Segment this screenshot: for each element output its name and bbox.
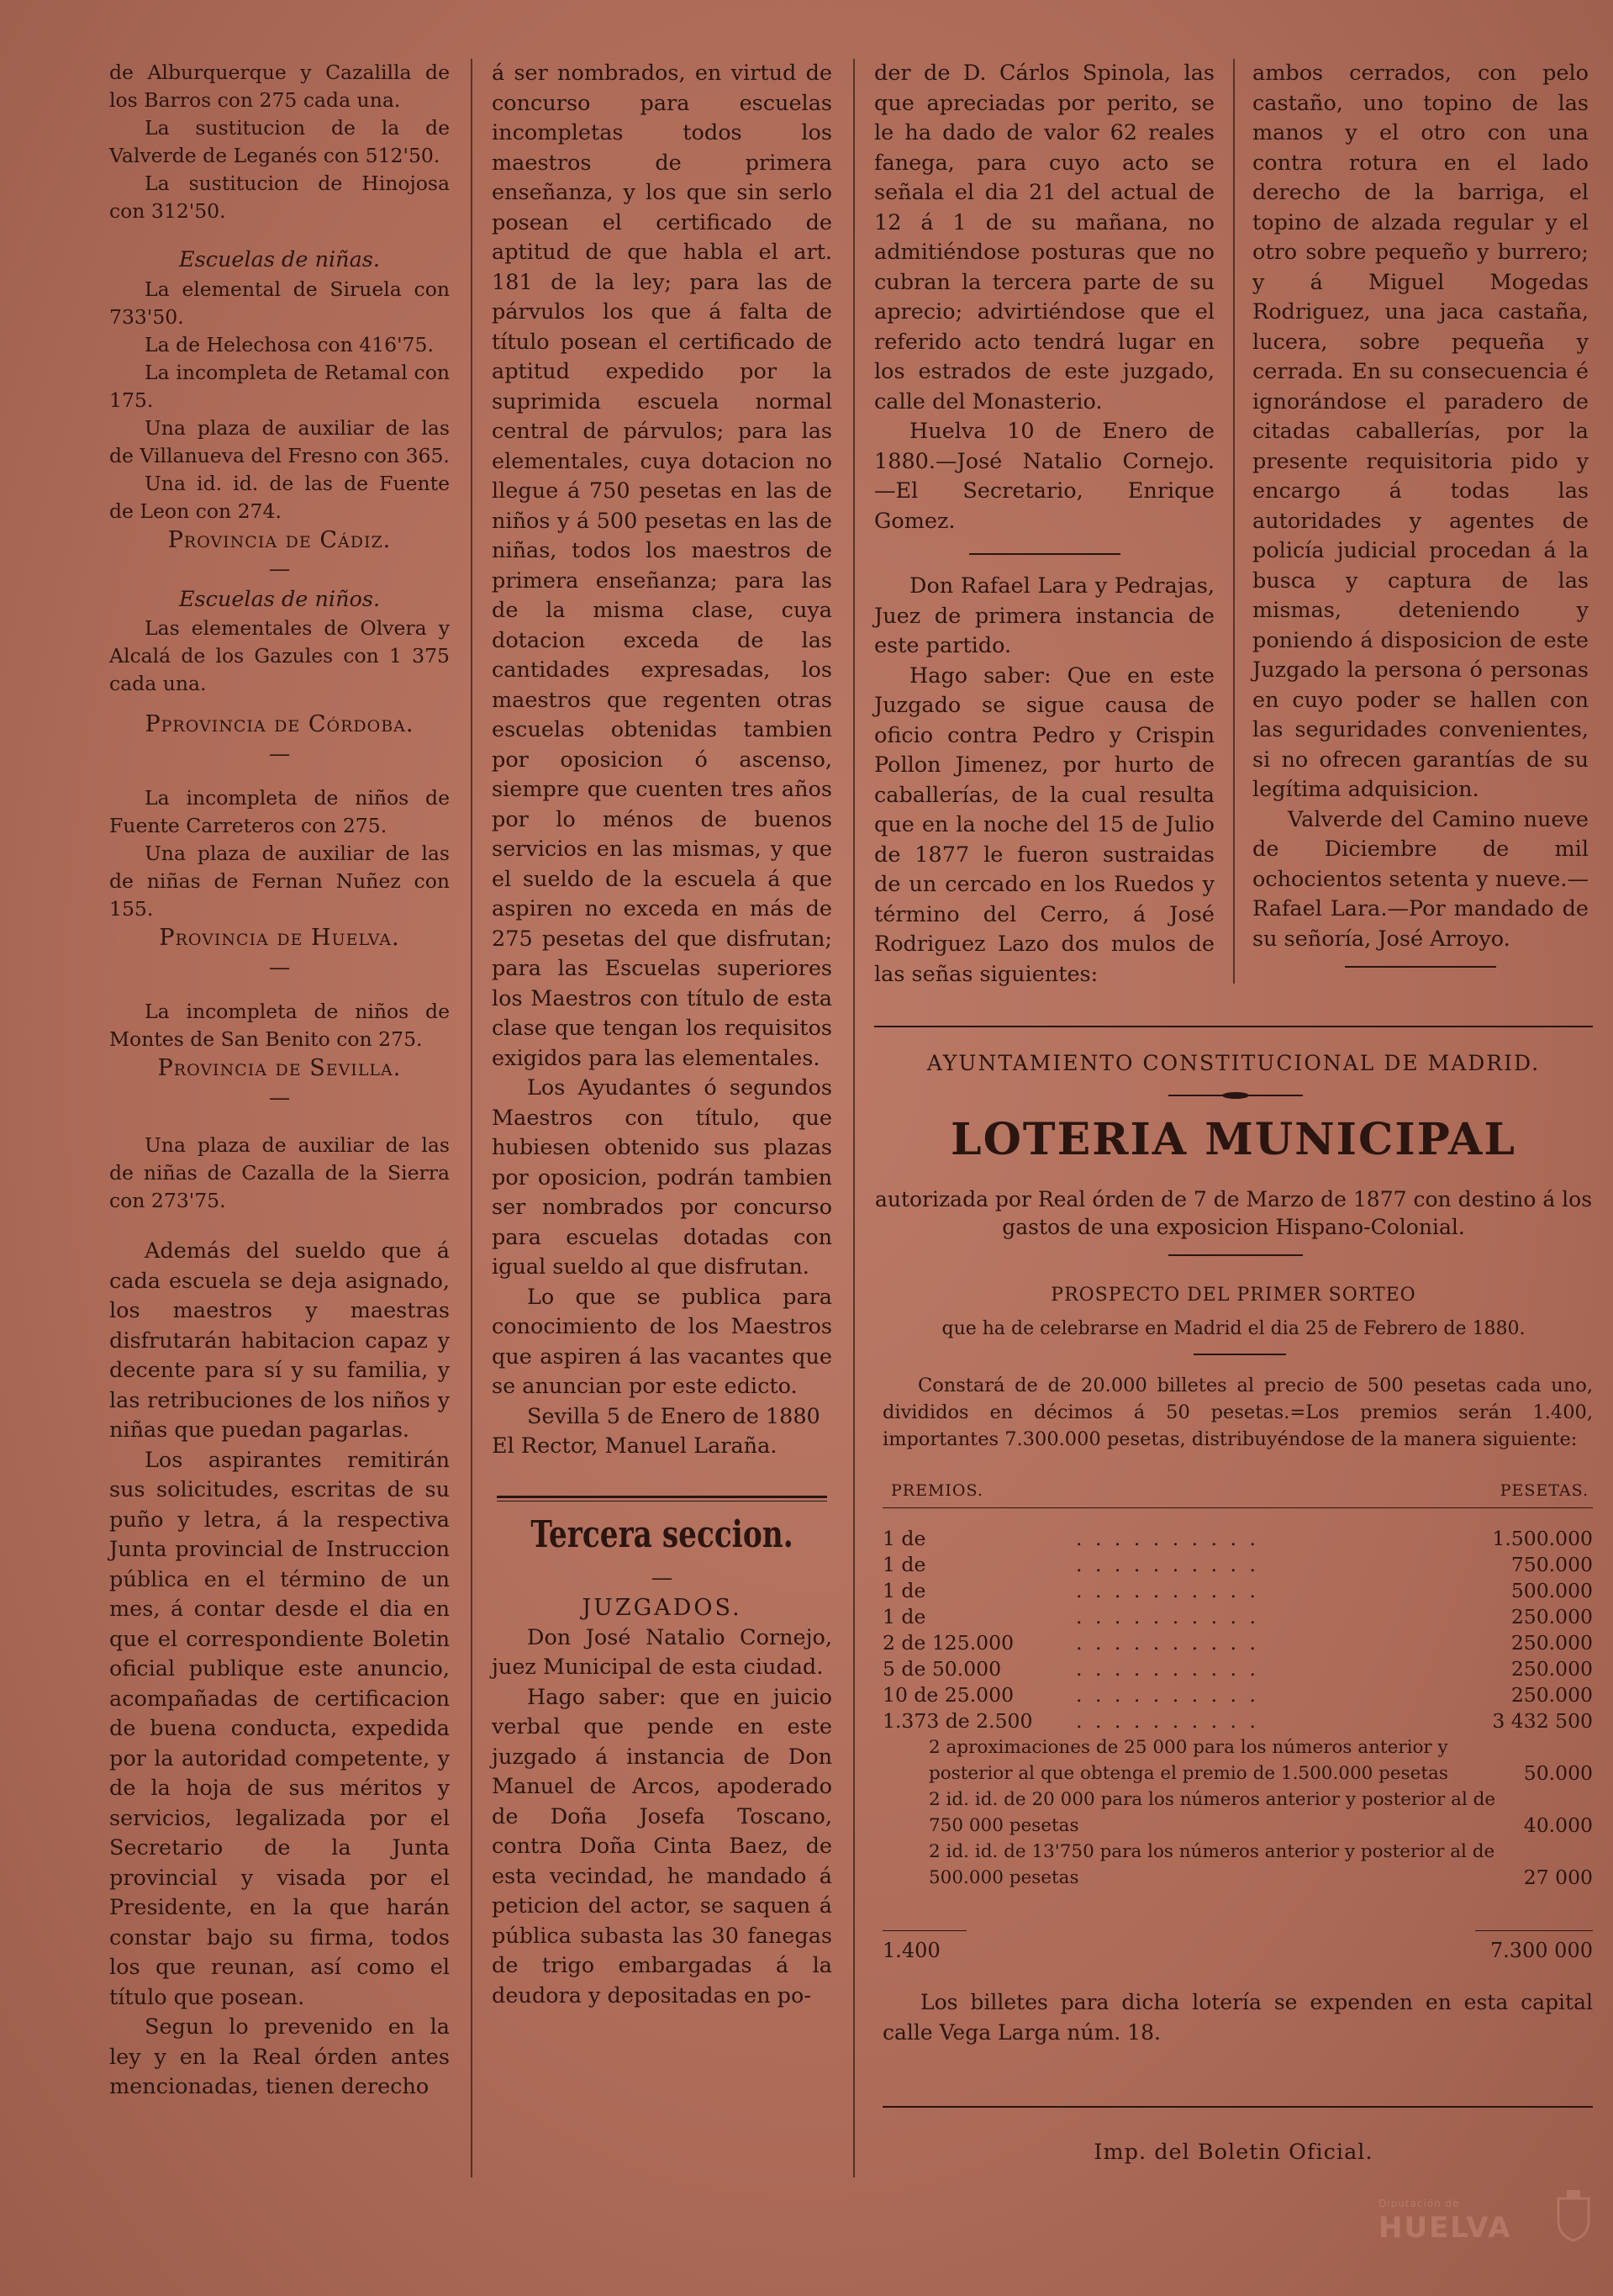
paragraph: Sevilla 5 de Enero de 1880 bbox=[527, 1403, 820, 1429]
prize-label: 1 de bbox=[883, 1553, 926, 1576]
horizontal-rule bbox=[883, 1507, 1593, 1508]
approximation-amount: 40.000 bbox=[1523, 1813, 1593, 1837]
paragraph: á ser nombrados, en virtud de concurso para escuelas incompletas todos los maestros de primera enseñanza, y los que sin serlo posean el certificado de aptitud de que habla el art. 181 de la ley; para las de párvulos los que á falta de título posean el certificado de aptitud expedido por la suprimida escuela normal central de párvulos; para las elementales, cuya dotacion no llegue á 750 pesetas en las de niños y á 500 pesetas en las de niñas, todos los maestros de primera enseñanza; para las de la misma clase, cuya dotacion exceda de las cantidades expresadas, los maestros que regenten otras escuelas obtenidas tambien por oposicion ó ascenso, siempre que cuenten tres años por lo ménos de buenos servicios en las mismas, y que el sueldo de la escuela á que aspiren no exceda en más de 275 pesetas del que disfrutan; para las Escuelas superiores los Maestros con título de esta clase que tengan los requisitos exigidos para las elementales. bbox=[492, 61, 832, 1071]
prize-row bbox=[883, 1578, 1593, 1604]
prize-row bbox=[883, 1630, 1593, 1656]
paragraph: Lo que se publica para conocimiento de los Maestros que aspiren á las vacantes que se anuncian por este edicto. bbox=[492, 1284, 832, 1399]
paragraph: Don José Natalio Cornejo, juez Municipal de esta ciudad. bbox=[492, 1624, 832, 1680]
ornament-icon bbox=[1168, 1091, 1303, 1100]
horizontal-rule bbox=[883, 2106, 1593, 2108]
section-double-rule bbox=[497, 1496, 827, 1502]
total-amount: 7.300 000 bbox=[1489, 1939, 1593, 1962]
prize-row bbox=[883, 1656, 1593, 1682]
leader-dots: . . . . . . . . . . bbox=[1076, 1579, 1259, 1602]
leader-dots: . . . . . . . . . . bbox=[1076, 1553, 1259, 1576]
paragraph: La incompleta de Retamal con 175. bbox=[109, 360, 450, 412]
prize-amount: 250.000 bbox=[1510, 1683, 1593, 1707]
horizontal-rule bbox=[1168, 1254, 1303, 1256]
prize-label: 10 de 25.000 bbox=[883, 1683, 1015, 1707]
prize-table-header bbox=[891, 1481, 1589, 1500]
lottery-subtitle: autorizada por Real órden de 7 de Marzo de 1877 con destino á los gastos de una exposicion Hispano-Colonial. bbox=[874, 1187, 1593, 1239]
prize-amount: 1.500.000 bbox=[1492, 1527, 1593, 1550]
column-1 bbox=[109, 59, 450, 2103]
horizontal-rule bbox=[874, 1026, 1593, 1027]
prize-row bbox=[883, 1526, 1593, 1552]
prize-amount: 750.000 bbox=[1510, 1553, 1593, 1576]
approximation-row bbox=[883, 1787, 1593, 1839]
shield-icon bbox=[1555, 2190, 1592, 2242]
lottery-issuer: AYUNTAMIENTO CONSTITUCIONAL DE MADRID. bbox=[926, 1051, 1541, 1075]
prize-label: 1 de bbox=[883, 1605, 926, 1628]
column-header-premios: PREMIOS. bbox=[891, 1481, 983, 1500]
archive-watermark: HUELVA bbox=[1378, 2211, 1512, 2245]
lottery-title: LOTERIA MUNICIPAL bbox=[951, 1114, 1516, 1165]
approximation-text: 2 aproximaciones de 25 000 para los números anterior y posterior al que obtenga el premio de 1.500.000 pesetas bbox=[929, 1737, 1448, 1784]
paragraph: Una id. id. de las de Fuente de Leon con 274. bbox=[109, 471, 450, 523]
total-prizes: 1.400 bbox=[883, 1939, 941, 1962]
column-header-pesetas: PESETAS. bbox=[1500, 1481, 1589, 1500]
paragraph: Los aspirantes remitirán sus solicitudes, escritas de su puño y letra, á la respectiva Junta provincial de Instruccion pública en el término de un mes, á contar desde el dia en que el correspondiente Boletin oficial publique este anuncio, acompañadas de certificacion de buena conducta, expedida por la autoridad competente, y de la hoja de sus méritos y servicios, legalizada por el Secretario de la Junta provincial y visada por el Presidente, en la que harán constar bajo su firma, todos los que reunan, así como el título que posean. bbox=[109, 1447, 450, 2010]
prize-row bbox=[883, 1708, 1593, 1734]
paragraph: La incompleta de niños de Montes de San Benito con 275. bbox=[109, 1000, 450, 1051]
prospectus-heading: PROSPECTO DEL PRIMER SORTEO bbox=[1051, 1285, 1416, 1306]
prize-row bbox=[883, 1682, 1593, 1708]
prize-row bbox=[883, 1552, 1593, 1578]
prize-amount: 3 432 500 bbox=[1492, 1709, 1593, 1733]
column-2 bbox=[492, 59, 832, 2011]
section-subheading: Escuelas de niñas. bbox=[179, 247, 380, 272]
paragraph: Don Rafael Lara y Pedrajas, Juez de primera instancia de este partido. bbox=[874, 573, 1215, 658]
leader-dots: . . . . . . . . . . bbox=[1076, 1631, 1259, 1655]
paragraph: La sustitucion de la de Valverde de Leganés con 512'50. bbox=[109, 116, 450, 167]
paragraph: Una plaza de auxiliar de las de Villanueva del Fresno con 365. bbox=[109, 415, 450, 467]
leader-dots: . . . . . . . . . . bbox=[1076, 1657, 1259, 1681]
prospectus-date: que ha de celebrarse en Madrid el dia 25 de Febrero de 1880. bbox=[941, 1318, 1526, 1339]
paragraph: Una plaza de auxiliar de las de niñas de Fernan Nuñez con 155. bbox=[109, 842, 450, 921]
leader-dots: . . . . . . . . . . bbox=[1076, 1527, 1259, 1550]
dash-ornament: — bbox=[268, 741, 291, 767]
paragraph: Hago saber: Que en este Juzgado se sigue causa de oficio contra Pedro y Crispin Pollon Jimenez, por hurto de caballerías, de la cual resulta que en la noche del 15 de Julio de 1877 le fueron sustraidas de un cercado en los Ruedos y término del Cerro, á José Rodriguez Lazo dos mulos de las señas siguientes: bbox=[874, 662, 1215, 987]
prize-label: 5 de 50.000 bbox=[883, 1657, 1002, 1681]
prize-label: 2 de 125.000 bbox=[883, 1631, 1015, 1655]
leader-dots: . . . . . . . . . . bbox=[1076, 1709, 1259, 1733]
paragraph: der de D. Cárlos Spinola, las que apreciadas por perito, se le ha dado de valor 62 reales fanega, para cuyo acto se señala el dia 21 del actual de 12 á 1 de su mañana, no admitiéndose posturas que no cubran la tercera parte de su aprecio; advirtiéndose que el referido acto tendrá lugar en los estrados de este juzgado, calle del Monasterio. bbox=[874, 61, 1215, 414]
paragraph: Los Ayudantes ó segundos Maestros con título, que hubiesen obtenido sus plazas por oposicion, podrán tambien ser nombrados por concurso para escuelas dotadas con igual sueldo al que disfrutan. bbox=[492, 1075, 832, 1280]
province-heading: Provincia de Huelva. bbox=[159, 925, 400, 951]
prize-amount: 250.000 bbox=[1510, 1605, 1593, 1628]
paragraph: Las elementales de Olvera y Alcalá de los Gazules con 1 375 cada una. bbox=[109, 616, 450, 695]
province-heading: Provincia de Sevilla. bbox=[157, 1055, 402, 1081]
paragraph: Valverde del Camino nueve de Diciembre de mil ochocientos setenta y nueve.—Rafael Lara.—Por mandado de su señoría, José Arroyo. bbox=[1252, 806, 1589, 952]
approximation-text: 2 id. id. de 13'750 para los números anterior y posterior al de 500.000 pesetas bbox=[929, 1841, 1495, 1888]
paragraph: La incompleta de niños de Fuente Carreteros con 275. bbox=[109, 786, 450, 837]
paragraph: Hago saber: que en juicio verbal que pende en este juzgado á instancia de Don Manuel de Arcos, apoderado de Doña Josefa Toscano, contra Doña Cinta Baez, de esta vecindad, he mandado á peticion del actor, se saquen á pública subasta las 30 fanegas de trigo embargadas á la deudora y depositadas en po- bbox=[492, 1684, 832, 2008]
prize-label: 1.373 de 2.500 bbox=[883, 1709, 1033, 1733]
province-heading: Pprovincia de Córdoba. bbox=[145, 711, 414, 737]
paragraph: de Alburquerque y Cazalilla de los Barros con 275 cada una. bbox=[109, 61, 450, 112]
paragraph: La de Helechosa con 416'75. bbox=[145, 332, 434, 356]
horizontal-rule bbox=[1475, 1930, 1593, 1931]
column-divider bbox=[1233, 59, 1235, 984]
printer-imprint: Imp. del Boletin Oficial. bbox=[1094, 2140, 1373, 2165]
prize-label: 1 de bbox=[883, 1527, 926, 1550]
prize-amount: 250.000 bbox=[1510, 1657, 1593, 1681]
leader-dots: . . . . . . . . . . bbox=[1076, 1605, 1259, 1628]
paragraph: El Rector, Manuel Laraña. bbox=[492, 1433, 778, 1459]
dash-ornament: — bbox=[268, 557, 291, 582]
column-divider bbox=[853, 59, 855, 2177]
paragraph: Además del sueldo que á cada escuela se deja asignado, los maestros y maestras disfrutarán habitacion capaz y decente para sí y su familia, y las retribuciones de los niños y niñas que puedan pagarlas. bbox=[109, 1238, 450, 1443]
prize-label: 1 de bbox=[883, 1579, 926, 1602]
archive-watermark-caption: Diputación de bbox=[1378, 2198, 1460, 2209]
approximation-row bbox=[883, 1734, 1593, 1787]
section-heading: JUZGADOS. bbox=[582, 1595, 742, 1621]
prize-row bbox=[883, 1604, 1593, 1630]
prize-totals bbox=[883, 1939, 1593, 1962]
divider bbox=[1345, 966, 1496, 968]
paragraph: La sustitucion de Hinojosa con 312'50. bbox=[109, 172, 450, 223]
dash-ornament: — bbox=[651, 1565, 673, 1591]
divider bbox=[969, 553, 1120, 555]
column-3 bbox=[874, 59, 1215, 990]
dash-ornament: — bbox=[268, 954, 291, 980]
horizontal-rule bbox=[883, 1930, 967, 1931]
approximation-text: 2 id. id. de 20 000 para los números anterior y posterior al de 750 000 pesetas bbox=[929, 1789, 1496, 1836]
horizontal-rule bbox=[1194, 1354, 1286, 1355]
leader-dots: . . . . . . . . . . bbox=[1076, 1683, 1259, 1707]
column-4 bbox=[1252, 59, 1589, 979]
paragraph: Segun lo prevenido en la ley y en la Real órden antes mencionadas, tienen derecho bbox=[109, 2014, 450, 2099]
prize-table bbox=[883, 1526, 1593, 1891]
prize-amount: 500.000 bbox=[1510, 1579, 1593, 1602]
section-subheading: Escuelas de niños. bbox=[178, 586, 381, 612]
paragraph: Una plaza de auxiliar de las de niñas de Cazalla de la Sierra con 273'75. bbox=[109, 1133, 450, 1212]
lottery-sales-note: Los billetes para dicha lotería se expenden en esta capital calle Vega Larga núm. 18. bbox=[883, 1990, 1593, 2045]
approximation-amount: 27 000 bbox=[1523, 1866, 1593, 1889]
column-divider bbox=[471, 59, 472, 2177]
approximation-amount: 50.000 bbox=[1523, 1761, 1593, 1785]
province-heading: Provincia de Cádiz. bbox=[167, 526, 392, 553]
dash-ornament: — bbox=[268, 1085, 291, 1111]
paragraph: Huelva 10 de Enero de 1880.—José Natalio Cornejo. —El Secretario, Enrique Gomez. bbox=[874, 419, 1215, 534]
section-title: Tercera seccion. bbox=[530, 1512, 793, 1556]
approximation-row bbox=[883, 1839, 1593, 1891]
prize-amount: 250.000 bbox=[1510, 1631, 1593, 1655]
paragraph: ambos cerrados, con pelo castaño, uno topino de las manos y el otro con una contra rotura en el lado derecho de la barriga, el topino de alzada regular y el otro sobre pequeño y burrero; y á Miguel Mogedas Rodriguez, una jaca castaña, lucera, sobre pequeña y cerrada. En su consecuencia é ignorándose el paradero de citadas caballerías, por la presente requisitoria pido y encargo á todas las autoridades y agentes de policía judicial procedan á la busca y captura de las mismas, deteniendo y poniendo á disposicion de este Juzgado la persona ó personas en cuyo poder se hallen con las seguridades convenientes, si no ofrecen garantías de su legítima adquisicion. bbox=[1252, 61, 1589, 802]
lottery-intro: Constará de de 20.000 billetes al precio de 500 pesetas cada uno, divididos en décimos á 50 pesetas.=Los premios serán 1.400, importantes 7.300.000 pesetas, distribuyéndose de la manera siguiente: bbox=[883, 1375, 1593, 1450]
paragraph: La elemental de Siruela con 733'50. bbox=[109, 277, 450, 329]
